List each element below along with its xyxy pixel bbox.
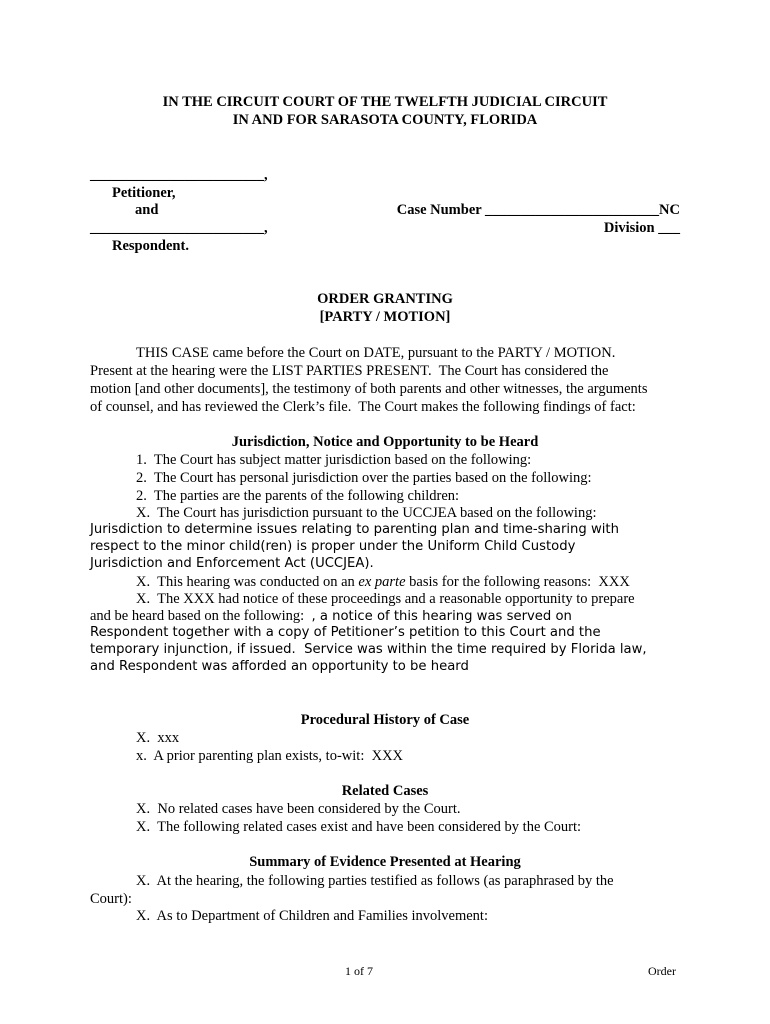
notice-line-2-sans: , a notice of this hearing was served on [311, 609, 572, 624]
respondent-blank: ________________________, [90, 220, 268, 236]
ex-parte-suffix: basis for the following reasons: XXX [405, 574, 630, 590]
intro-line: Present at the hearing were the LIST PARTIES PRESENT. The Court has considered the [90, 363, 609, 379]
intro-line: THIS CASE came before the Court on DATE, pursuant to the PARTY / MOTION. [136, 345, 616, 361]
division: Division ___ [603, 220, 680, 236]
related-heading: Related Cases [341, 783, 429, 799]
procedural-item: x. A prior parenting plan exists, to-wit: XXX [136, 748, 404, 764]
intro-line: motion [and other documents], the testimony of both parents and other witnesses, the arguments [90, 381, 648, 397]
evidence-item-1-line-1: X. At the hearing, the following parties testified as follows (as paraphrased by the [136, 873, 614, 889]
procedural-item: X. xxx [136, 730, 180, 746]
uccjea-text-line: Jurisdiction to determine issues relating to parenting plan and time-sharing with [90, 522, 619, 537]
evidence-heading: Summary of Evidence Presented at Hearing [249, 854, 521, 870]
intro-line: of counsel, and has reviewed the Clerk’s file. The Court makes the following findings of fact: [90, 399, 636, 415]
jurisdiction-item: 1. The Court has subject matter jurisdiction based on the following: [136, 452, 532, 468]
notice-text-line: temporary injunction, if issued. Service was within the time required by Florida law, [90, 642, 647, 657]
petitioner-label: Petitioner, [112, 185, 176, 201]
ex-parte-prefix: X. This hearing was conducted on an [136, 574, 359, 590]
and-label: and [135, 202, 159, 218]
jurisdiction-item: 2. The parties are the parents of the following children: [136, 488, 460, 504]
notice-line-1: X. The XXX had notice of these proceedings and a reasonable opportunity to prepare [136, 591, 635, 607]
procedural-heading: Procedural History of Case [300, 712, 470, 728]
evidence-item-2: X. As to Department of Children and Families involvement: [136, 908, 488, 924]
related-item: X. The following related cases exist and have been considered by the Court: [136, 819, 582, 835]
uccjea-text-line: respect to the minor child(ren) is proper under the Uniform Child Custody [90, 539, 576, 554]
jurisdiction-item: 2. The Court has personal jurisdiction over the parties based on the following: [136, 470, 592, 486]
notice-text-line: Respondent together with a copy of Petitioner’s petition to this Court and the [90, 625, 601, 640]
jurisdiction-heading: Jurisdiction, Notice and Opportunity to be Heard [231, 434, 539, 450]
court-header-line-2: IN AND FOR SARASOTA COUNTY, FLORIDA [232, 112, 538, 128]
related-item: X. No related cases have been considered by the Court. [136, 801, 461, 817]
case-number: Case Number ________________________NC [396, 202, 680, 218]
notice-text-line: and Respondent was afforded an opportunity to be heard [90, 659, 469, 674]
page-number: 1 of 7 [345, 964, 373, 978]
jurisdiction-item: X. The Court has jurisdiction pursuant to the UCCJEA based on the following: [136, 505, 597, 521]
order-title-line-2: [PARTY / MOTION] [319, 309, 451, 325]
court-header-line-1: IN THE CIRCUIT COURT OF THE TWELFTH JUDICIAL CIRCUIT [162, 94, 608, 110]
footer-label: Order [648, 964, 676, 978]
uccjea-text-line: Jurisdiction and Enforcement Act (UCCJEA). [90, 556, 374, 571]
petitioner-blank: ________________________, [90, 167, 268, 183]
notice-line-2-serif: and be heard based on the following: [90, 608, 312, 624]
order-title-line-1: ORDER GRANTING [317, 291, 453, 307]
ex-parte-italic: ex parte [358, 574, 406, 590]
evidence-item-1-line-2: Court): [90, 891, 132, 907]
respondent-label: Respondent. [112, 238, 189, 254]
ex-parte-line [136, 573, 630, 591]
